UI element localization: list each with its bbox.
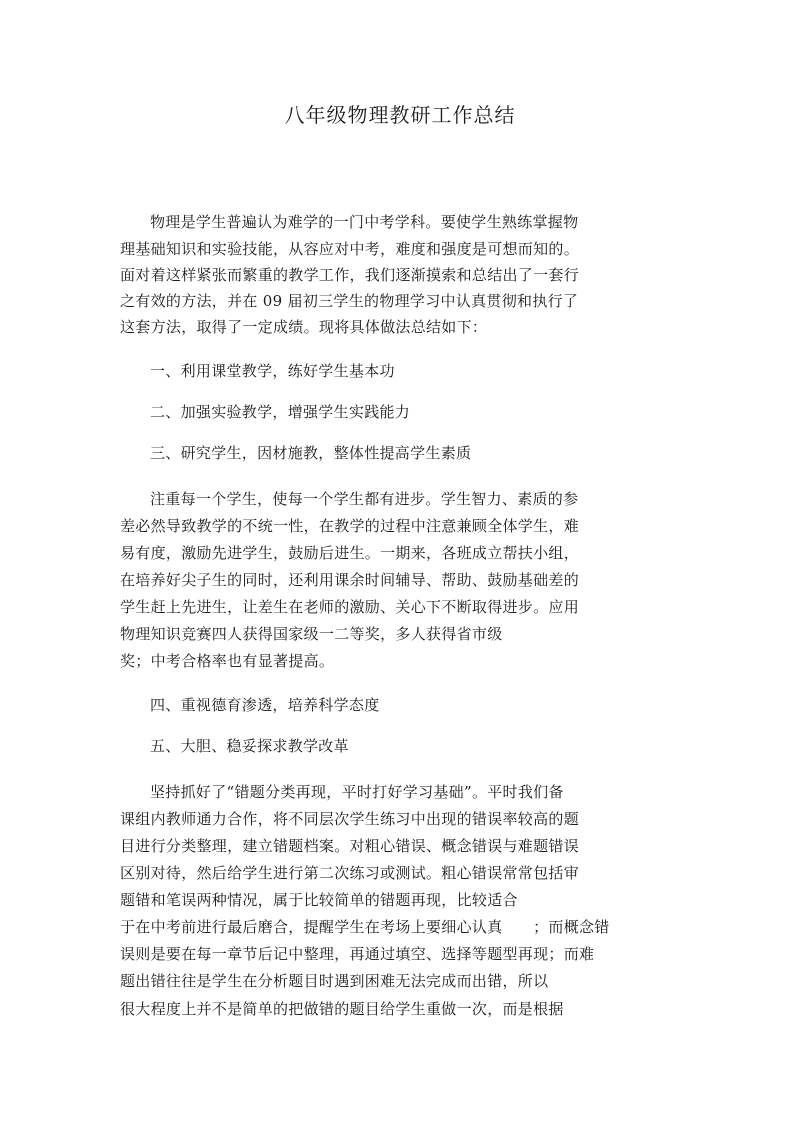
- section3-line: 在培养好尖子生的同时，还利用课余时间辅导、帮助、鼓励基础差的: [120, 571, 580, 589]
- section5-line: 很大程度上并不是简单的把做错的题目给学生重做一次，而是根据: [120, 1000, 564, 1018]
- section5-line: 区别对待，然后给学生进行第二次练习或测试。粗心错误常常包括审: [120, 864, 580, 882]
- section3-line: 奖；中考合格率也有显著提高。: [120, 652, 335, 670]
- section5-line: 坚持抓好了“错题分类再现，平时打好学习基础”。平时我们备: [150, 783, 564, 801]
- section5-line: 目进行分类整理，建立错题档案。对粗心错误、概念错误与难题错误: [120, 837, 580, 855]
- intro-line: 理基础知识和实验技能，从容应对中考，难度和强度是可想而知的。: [120, 240, 580, 258]
- document-title: 八年级物理教研工作总结: [284, 103, 516, 127]
- section-heading-3: 三、研究学生，因材施教，整体性提高学生素质: [150, 444, 472, 462]
- section3-line: 学生赶上先进生，让差生在老师的激励、关心下不断取得进步。应用: [120, 598, 580, 616]
- section-heading-4: 四、重视德育渗透，培养科学态度: [150, 696, 380, 714]
- section3-line: 注重每一个学生，使每一个学生都有进步。学生智力、素质的参: [150, 490, 579, 508]
- section-heading-2: 二、加强实验教学，增强学生实践能力: [150, 403, 411, 421]
- section5-line: 误则是要在每一章节后记中整理，再通过填空、选择等题型再现；而难: [120, 945, 595, 963]
- section5-line: 于在中考前进行最后磨合，提醒学生在考场上要细心认真 ；而概念错: [120, 918, 610, 936]
- section-heading-1: 一、利用课堂教学，练好学生基本功: [150, 362, 395, 380]
- section3-line: 易有度，激励先进学生，鼓励后进生。一期来，各班成立帮扶小组，: [120, 544, 580, 562]
- section5-line: 题错和笔误两种情况，属于比较简单的错题再现，比较适合: [120, 891, 518, 909]
- intro-line: 物理是学生普遍认为难学的一门中考学科。要使学生熟练掌握物: [150, 213, 579, 231]
- section3-line: 物理知识竞赛四人获得国家级一二等奖，多人获得省市级: [120, 625, 503, 643]
- intro-line: 之有效的方法，并在 09 届初三学生的物理学习中认真贯彻和执行了: [120, 292, 579, 310]
- section5-line: 课组内教师通力合作，将不同层次学生练习中出现的错误率较高的题: [120, 810, 580, 828]
- intro-line: 面对着这样紧张而繁重的教学工作，我们逐渐摸索和总结出了一套行: [120, 266, 580, 284]
- section5-line: 题出错往往是学生在分析题目时遇到困难无法完成而出错，所以: [120, 972, 549, 990]
- section-heading-5: 五、大胆、稳妥探求教学改革: [150, 737, 349, 755]
- intro-line: 这套方法，取得了一定成绩。现将具体做法总结如下：: [120, 318, 488, 336]
- section3-line: 差必然导致教学的不统一性，在教学的过程中注意兼顾全体学生，难: [120, 517, 580, 535]
